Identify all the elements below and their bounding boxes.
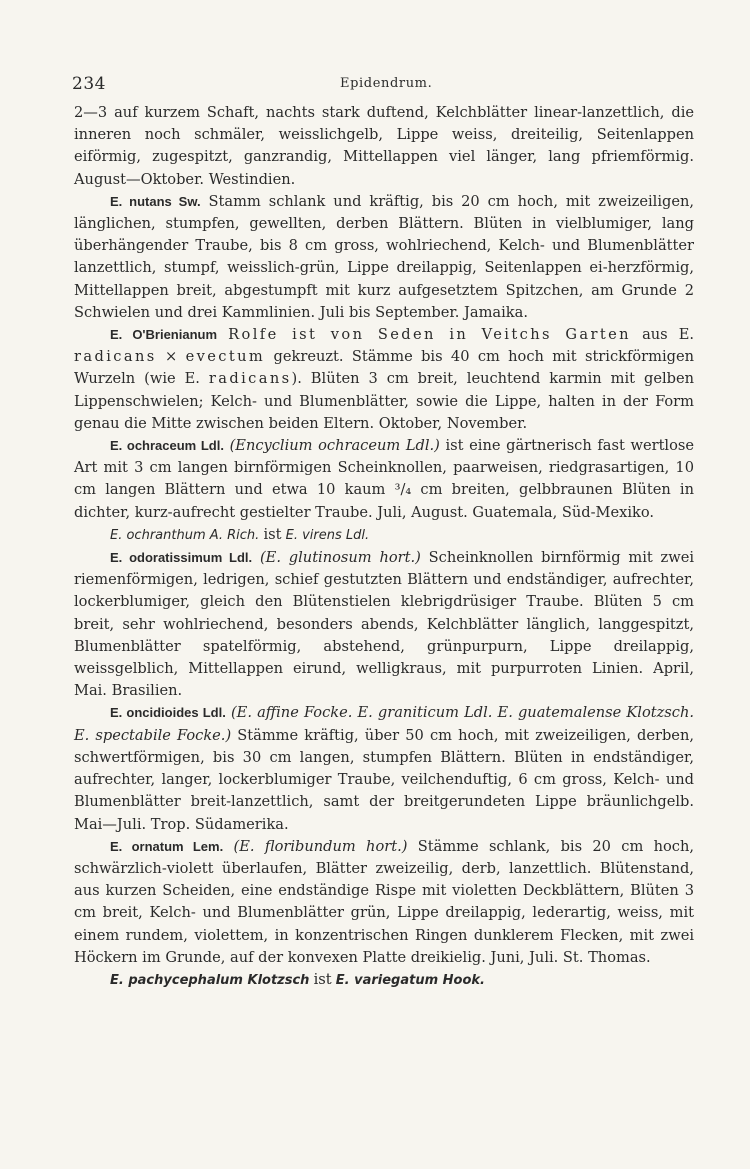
page-number: 234 — [72, 74, 106, 94]
body-text — [74, 102, 694, 992]
synonym: (Encyclium ochraceum Ldl.) — [229, 437, 440, 455]
entry-text: gekreuzt. Stämme bis 40 cm hoch mit strickförmigen Wurzeln (wie E. — [74, 348, 695, 388]
entry-e-ornatum — [74, 836, 694, 969]
synonym-name: E. ochranthum A. Rich. — [110, 527, 260, 543]
synonym-name: E. pachycephalum Klotzsch — [110, 972, 310, 988]
synonym: (E. floribundum hort.) — [233, 837, 408, 855]
entry-e-obrienianum — [74, 324, 694, 435]
entry-text: Scheinknollen birnförmig mit zwei riemenförmigen, ledrigen, schief gestutzten Blättern und endständiger, aufrechter, lockerblumiger, gleich den Blütenstielen klebrigdrüsiger Traube. Blüten 5 cm breit, sehr wohlriechend, besonders abends, Kelchblätter länglich, langgespitzt, Blumenblätter spatelförmig, abstehend, grünpurpurn, Lippe dreilappig, weissgelblich, Mittellappen eirund, welligkraus, mit purpurroten Linien. April, Mai. Brasilien. — [74, 549, 695, 700]
accepted-name: E. variegatum Hook. — [335, 972, 485, 988]
synonym: (E. glutinosum hort.) — [259, 549, 421, 567]
entry-e-odoratissimum — [74, 547, 694, 702]
species-name: E. O'Brienianum — [110, 327, 218, 343]
entry-text: Stämme kräftig, über 50 cm hoch, mit zweizeiligen, derben, schwertförmigen, bis 30 cm langen, stumpfen Blättern. Blüten in endständiger, aufrechter, langer, lockerblumiger Traube, veilchenduftig, 6 cm gross, Kelch- und Blumenblätter breit-lanzettlich, samt der breitgerundeten Lippe bräunlichgelb. Mai—Juli. Trop. Südamerika. — [74, 726, 694, 833]
entry-e-nutans — [74, 191, 694, 324]
entry-text: Stämme schlank, bis 20 cm hoch, schwärzlich-violett überlaufen, Blätter zweizeilig, derb, lanzettlich. Blütenstand, aus kurzen Scheiden, eine endständige Rispe mit violetten Deckblättern, Blüten 3 cm breit, Kelch- und Blumenblätter grün, Lippe dreilappig, lederartig, weiss, mit einem rundem, violettem, in konzentrischen Ringen dunklerem Flecken, mit zwei Höckern im Grunde, auf der konvexen Platte dreikielig. Juni, Juli. St. Thomas. — [74, 837, 695, 966]
parent-name: evectum — [185, 348, 266, 366]
accepted-name: E. virens Ldl. — [285, 527, 370, 543]
synonym-connector: ist — [313, 970, 332, 988]
parent-name: radicans — [208, 370, 292, 388]
entry-text: aus E. — [642, 326, 695, 344]
entry-text: ). Blüten 3 cm breit, leuchtend karmin mit gelben Lippenschwielen; Kelch- und Blumenblätter, sowie die Lippe, halten in der Form genau die Mitte zwischen beiden Eltern. Oktober, November. — [74, 370, 695, 432]
species-name: E. ornatum Lem. — [110, 838, 224, 854]
page-header — [72, 74, 692, 98]
entry-text-spaced: Rolfe ist von Seden in Veitchs Garten — [228, 326, 631, 344]
species-name: E. ochraceum Ldl. — [110, 438, 224, 454]
running-head: Epidendrum. — [340, 76, 433, 91]
synonym-reference-ochranthum — [74, 524, 694, 547]
paragraph-continuation — [74, 102, 694, 191]
hybrid-sign: × — [165, 348, 178, 366]
entry-text: Stamm schlank und kräftig, bis 20 cm hoch, mit zweizeiligen, länglichen, stumpfen, gewellten, derben Blättern. Blüten in vielblumiger, lang überhängender Traube, bis 8 cm gross, wohlriechend, Kelch- und Blumenblätter lanzettlich, stumpf, weisslich-grün, Lippe dreilappig, Seitenlappen ei-herzförmig, Mittellappen breit, abgestumpft mit kurz aufgesetztem Spitzchen, am Grunde 2 Schwielen und drei Kammlinien. Juli bis September. Jamaika. — [74, 192, 695, 321]
species-name: E. nutans Sw. — [110, 193, 201, 209]
species-name: E. oncidioides Ldl. — [110, 705, 226, 721]
species-name: E. odoratissimum Ldl. — [110, 550, 253, 566]
entry-e-ochraceum — [74, 435, 694, 524]
synonym-reference-pachycephalum — [74, 969, 694, 992]
synonym: (E. affine Focke. E. graniticum Ldl. E. guatemalense Klotzsch. E. spectabile Focke.) — [74, 704, 695, 744]
parent-name: radicans — [74, 348, 157, 366]
entry-text: ist eine gärtnerisch fast wertlose Art mit 3 cm langen birnförmigen Scheinknollen, paarweisen, riedgrasartigen, 10 cm langen Blättern und etwa 10 kaum ³/₄ cm breiten, gelbbraunen Blüten in dichter, kurz-aufrecht gestielter Traube. Juli, August. Guatemala, Süd-Mexiko. — [74, 437, 695, 521]
paragraph-text: 2—3 auf kurzem Schaft, nachts stark duftend, Kelchblätter linear-lanzettlich, die inneren noch schmäler, weisslichgelb, Lippe weiss, dreiteilig, Seitenlappen eiförmig, zugespitzt, ganzrandig, Mittellappen viel länger, lang pfriemförmig. August—Oktober. Westindien. — [74, 104, 694, 188]
synonym-connector: ist — [263, 525, 282, 543]
entry-e-oncidioides — [74, 702, 694, 835]
